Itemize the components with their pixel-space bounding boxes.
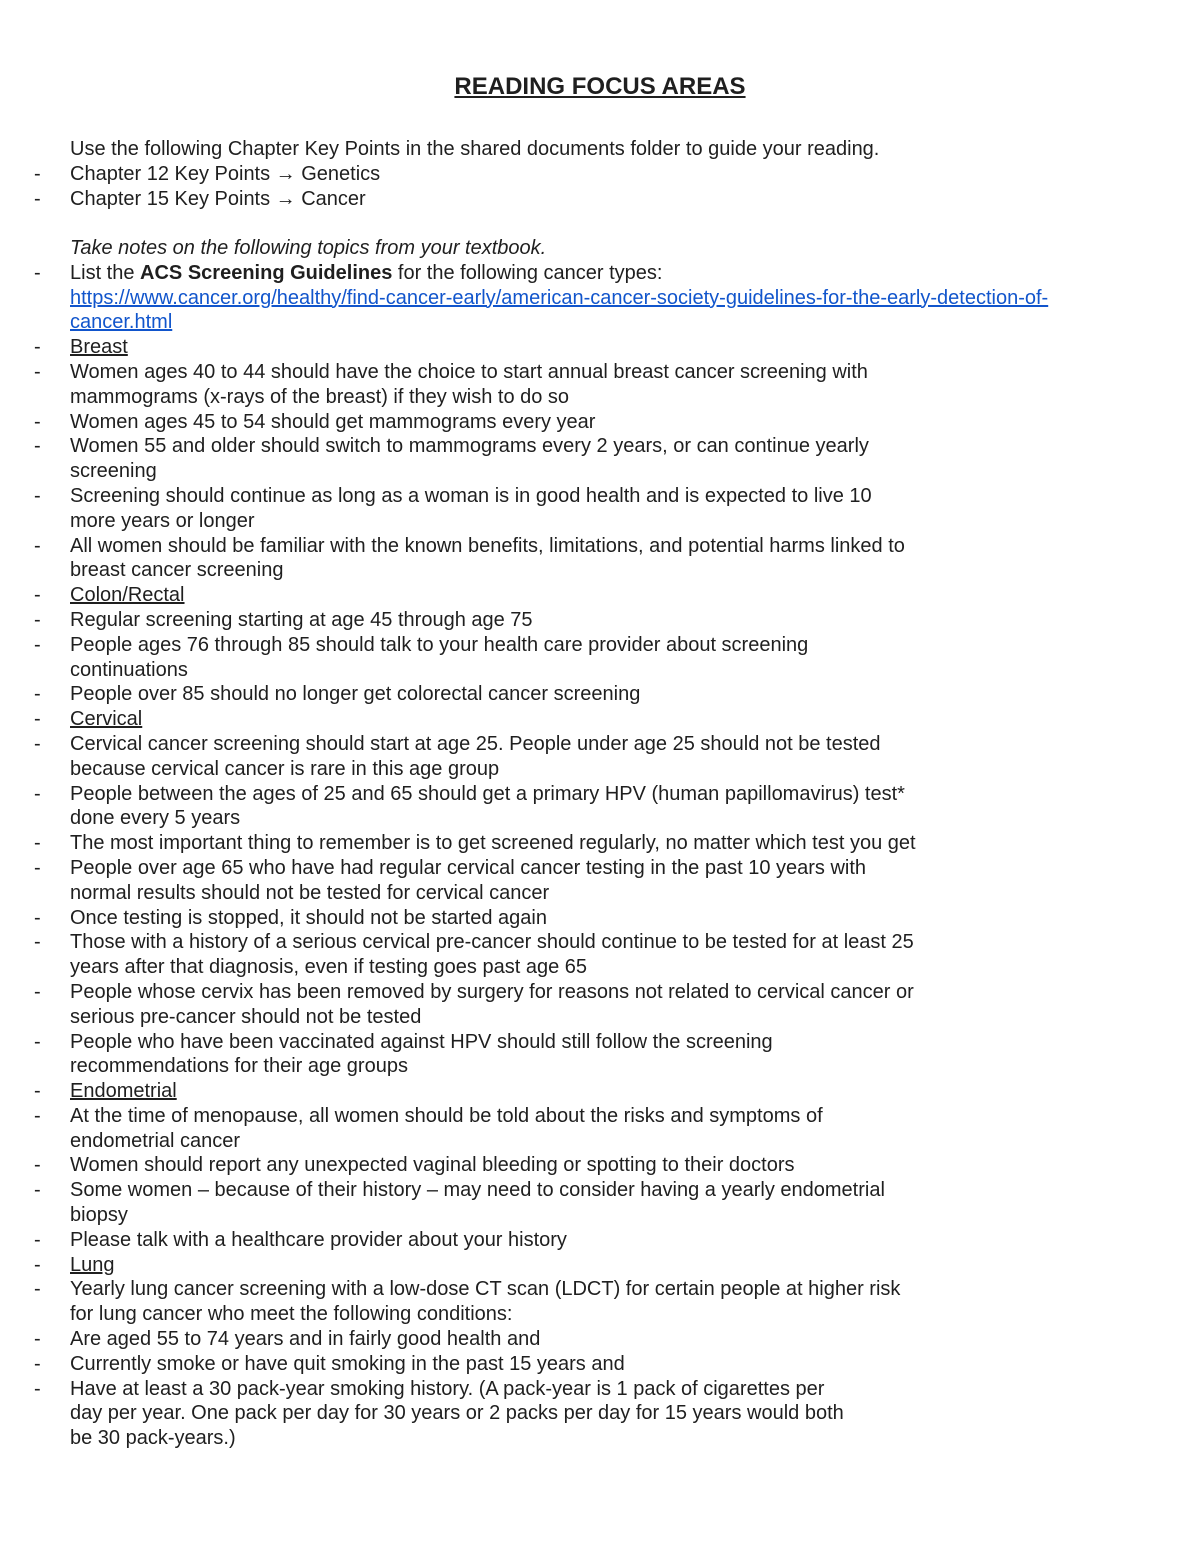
dash-bullet: - bbox=[34, 1080, 41, 1103]
guidelines-instruction bbox=[70, 261, 1058, 286]
guideline-text: People over 85 should no longer get colorectal cancer screening bbox=[70, 683, 641, 706]
dash-bullet: - bbox=[34, 906, 41, 929]
intro-text: Use the following Chapter Key Points in the shared documents folder to guide your reading. bbox=[70, 138, 880, 160]
guideline-subitem bbox=[34, 1327, 845, 1352]
dash-bullet: - bbox=[34, 832, 41, 855]
chapter-item-text: Chapter 15 Key Points → Cancer bbox=[70, 187, 366, 210]
cancer-type-item bbox=[34, 707, 1058, 1079]
guideline-text: Women ages 45 to 54 should get mammograms every year bbox=[70, 410, 596, 433]
guideline-item bbox=[34, 1153, 916, 1178]
guideline-text: Those with a history of a serious cervical pre-cancer should continue to be tested for at least 25 years after that diagnosis, even if testing goes past age 65 bbox=[70, 931, 914, 979]
guideline-item bbox=[34, 1104, 916, 1154]
guideline-item bbox=[34, 1178, 916, 1252]
guideline-list bbox=[34, 732, 1058, 1079]
dash-bullet: - bbox=[34, 732, 41, 755]
guideline-text: Cervical cancer screening should start at age 25. People under age 25 should not be tested because cervical cancer is rare in this age group bbox=[70, 732, 881, 780]
dash-bullet: - bbox=[34, 360, 41, 383]
guideline-item bbox=[34, 608, 916, 633]
instruction-prefix: List the bbox=[70, 261, 141, 284]
dash-bullet: - bbox=[34, 1377, 41, 1400]
dash-bullet: - bbox=[34, 1154, 41, 1177]
guideline-text: Women 55 and older should switch to mammograms every 2 years, or can continue yearly screening bbox=[70, 435, 869, 483]
dash-bullet: - bbox=[34, 584, 41, 607]
guideline-item bbox=[34, 856, 916, 906]
dash-bullet: - bbox=[34, 1278, 41, 1301]
instruction-bold: ACS Screening Guidelines bbox=[140, 261, 393, 284]
topic-list bbox=[34, 261, 1058, 1451]
guideline-text: People ages 76 through 85 should talk to your health care provider about screening continuations bbox=[70, 633, 809, 681]
notes-block bbox=[34, 236, 1058, 1451]
guideline-sublist bbox=[34, 1228, 916, 1253]
guideline-list bbox=[34, 608, 1058, 707]
guideline-subitem bbox=[34, 1228, 845, 1253]
guideline-sublist bbox=[34, 1327, 916, 1451]
guideline-item bbox=[34, 930, 916, 980]
guideline-item bbox=[34, 782, 916, 832]
notes-heading: Take notes on the following topics from your textbook. bbox=[70, 237, 547, 259]
cancer-type-item bbox=[34, 583, 1058, 707]
dash-bullet: - bbox=[34, 1228, 41, 1251]
cancer-type-item bbox=[34, 335, 1058, 583]
dash-bullet: - bbox=[34, 608, 41, 631]
chapter-item bbox=[34, 187, 879, 212]
screening-guidelines-item bbox=[34, 261, 1058, 1451]
dash-bullet: - bbox=[34, 435, 41, 458]
cancer-type-heading: Breast bbox=[70, 336, 128, 359]
acs-guidelines-link[interactable]: https://www.cancer.org/healthy/find-cancer-early/american-cancer-society-guidelines-for-the-early-detection-of-cancer.html bbox=[70, 286, 1049, 334]
dash-bullet: - bbox=[34, 1179, 41, 1202]
dash-bullet: - bbox=[34, 162, 41, 185]
cancer-type-item bbox=[34, 1079, 1058, 1253]
guideline-item bbox=[34, 410, 916, 435]
guideline-text: Yearly lung cancer screening with a low-dose CT scan (LDCT) for certain people at higher risk for lung cancer who meet the following conditions: bbox=[70, 1278, 901, 1326]
dash-bullet: - bbox=[34, 534, 41, 557]
dash-bullet: - bbox=[34, 782, 41, 805]
dash-bullet: - bbox=[34, 980, 41, 1003]
guideline-text: All women should be familiar with the known benefits, limitations, and potential harms linked to breast cancer screening bbox=[70, 534, 905, 582]
guideline-item bbox=[34, 360, 916, 410]
page-title: READING FOCUS AREAS bbox=[454, 73, 746, 100]
guideline-text: People whose cervix has been removed by surgery for reasons not related to cervical cancer or serious pre-cancer should not be tested bbox=[70, 980, 914, 1028]
cancer-type-item bbox=[34, 1253, 1058, 1451]
guideline-text: The most important thing to remember is to get screened regularly, no matter which test you get bbox=[70, 832, 916, 855]
intro-block bbox=[34, 137, 880, 211]
guideline-item bbox=[34, 682, 916, 707]
chapter-list bbox=[34, 162, 879, 212]
dash-bullet: - bbox=[34, 856, 41, 879]
cancer-type-heading: Colon/Rectal bbox=[70, 584, 185, 607]
guideline-item bbox=[34, 534, 916, 584]
dash-bullet: - bbox=[34, 1352, 41, 1375]
dash-bullet: - bbox=[34, 1253, 41, 1276]
guideline-text: People between the ages of 25 and 65 should get a primary HPV (human papillomavirus) test* done every 5 years bbox=[70, 782, 905, 830]
guideline-subitem bbox=[34, 1352, 845, 1377]
guideline-text: Screening should continue as long as a woman is in good health and is expected to live 10 more years or longer bbox=[70, 484, 872, 532]
guideline-item bbox=[34, 1030, 916, 1080]
dash-bullet: - bbox=[34, 484, 41, 507]
dash-bullet: - bbox=[34, 1104, 41, 1127]
cancer-type-list bbox=[34, 335, 1058, 1451]
guideline-text: Women ages 40 to 44 should have the choice to start annual breast cancer screening with mammograms (x-rays of the breast) if they wish to do so bbox=[70, 360, 868, 408]
cancer-type-heading: Lung bbox=[70, 1253, 115, 1276]
guideline-item bbox=[34, 732, 916, 782]
guideline-item bbox=[34, 484, 916, 534]
dash-bullet: - bbox=[34, 708, 41, 731]
guideline-item bbox=[34, 1277, 916, 1451]
dash-bullet: - bbox=[34, 187, 41, 210]
guideline-item bbox=[34, 434, 916, 484]
dash-bullet: - bbox=[34, 261, 41, 284]
dash-bullet: - bbox=[34, 1328, 41, 1351]
dash-bullet: - bbox=[34, 683, 41, 706]
guideline-list bbox=[34, 1277, 1058, 1451]
chapter-item bbox=[34, 162, 879, 187]
guideline-item bbox=[34, 633, 916, 683]
dash-bullet: - bbox=[34, 931, 41, 954]
cancer-type-heading: Endometrial bbox=[70, 1080, 177, 1103]
dash-bullet: - bbox=[34, 336, 41, 359]
guideline-item bbox=[34, 831, 916, 856]
guideline-list bbox=[34, 1104, 1058, 1253]
guideline-text: People over age 65 who have had regular cervical cancer testing in the past 10 years with normal results should not be tested for cervical cancer bbox=[70, 856, 867, 904]
guideline-subitem-text: Currently smoke or have quit smoking in the past 15 years and bbox=[70, 1352, 625, 1375]
instruction-suffix: for the following cancer types: bbox=[392, 261, 663, 284]
guideline-text: Once testing is stopped, it should not be started again bbox=[70, 906, 547, 929]
guideline-item bbox=[34, 906, 916, 931]
cancer-type-heading: Cervical bbox=[70, 708, 143, 731]
guideline-item bbox=[34, 980, 916, 1030]
guideline-text: Women should report any unexpected vaginal bleeding or spotting to their doctors bbox=[70, 1154, 795, 1177]
guideline-text: Some women – because of their history – may need to consider having a yearly endometrial biopsy bbox=[70, 1179, 885, 1227]
guideline-subitem-text: Please talk with a healthcare provider about your history bbox=[70, 1228, 567, 1251]
chapter-item-text: Chapter 12 Key Points → Genetics bbox=[70, 162, 381, 185]
guideline-subitem bbox=[34, 1377, 845, 1451]
guideline-subitem-text: Have at least a 30 pack-year smoking history. (A pack-year is 1 pack of cigarettes per day per year. One pack per day for 30 years or 2 packs per day for 15 years would both be 30 pack-years.) bbox=[70, 1377, 844, 1450]
dash-bullet: - bbox=[34, 1030, 41, 1053]
guideline-list bbox=[34, 360, 1058, 583]
guideline-text: People who have been vaccinated against HPV should still follow the screening recommendations for their age groups bbox=[70, 1030, 773, 1078]
dash-bullet: - bbox=[34, 633, 41, 656]
guideline-subitem-text: Are aged 55 to 74 years and in fairly good health and bbox=[70, 1328, 541, 1351]
guideline-text: Regular screening starting at age 45 through age 75 bbox=[70, 608, 533, 631]
guideline-text: At the time of menopause, all women should be told about the risks and symptoms of endometrial cancer bbox=[70, 1104, 823, 1152]
dash-bullet: - bbox=[34, 410, 41, 433]
